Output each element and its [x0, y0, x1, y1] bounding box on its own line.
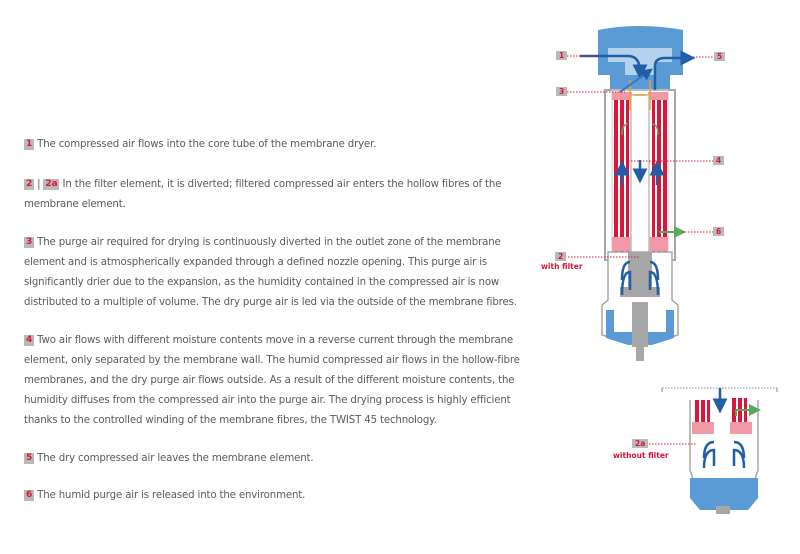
step-badge: 2a — [45, 179, 58, 189]
step-badge: 2 — [26, 179, 33, 189]
step-text: The purge air required for drying is continuously diverted in the outlet zone of the membrane element and is atmospherically expanded through a defined nozzle opening. This purge air is significantly drier due to the expansion, as the humidity contained in the compressed air is now distributed to a multiple of volume. The dry purge air is led via the outside of the membrane fibres. — [24, 237, 517, 308]
caption-with-filter: with filter — [541, 262, 583, 271]
callout-2a: 2a — [632, 439, 648, 448]
badge-separator: | — [37, 179, 41, 190]
caption-without-filter: without filter — [613, 451, 669, 460]
drain-body — [632, 302, 648, 347]
step-text: The compressed air flows into the core tube of the membrane dryer. — [37, 139, 377, 150]
step-text: In the filter element, it is diverted; filtered compressed air enters the hollow fibres of the membrane element. — [24, 179, 502, 210]
callout-2: 2 — [555, 252, 566, 261]
callout-6: 6 — [713, 227, 724, 236]
step-badge: 5 — [26, 453, 33, 463]
callout-4: 4 — [713, 156, 724, 165]
step-badge: 3 — [26, 237, 33, 247]
detail-flow-swirl — [704, 442, 744, 468]
step-badge: 6 — [26, 490, 33, 500]
callout-1: 1 — [556, 51, 567, 60]
main-dryer — [580, 26, 688, 361]
callout-5: 5 — [714, 52, 725, 61]
step-text: The dry compressed air leaves the membrane element. — [37, 453, 314, 464]
step-badge: 1 — [26, 139, 33, 149]
callout-3: 3 — [556, 87, 567, 96]
step-text: Two air flows with different moisture contents move in a reverse current through the membrane element, only separated by the membrane wall. The humid compressed air flows in the hollow-fibre membranes, and the dry purge air flows outside. As a result of the different moisture contents, the humidity diffuses from the compressed air into the purge air. The drying process is highly efficient thanks to the controlled winding of the membrane fibres, the TWIST 45 technology. — [24, 335, 520, 426]
detail-without-filter — [662, 388, 777, 514]
step-badge: 4 — [26, 335, 33, 345]
step-text: The humid purge air is released into the environment. — [37, 490, 306, 501]
